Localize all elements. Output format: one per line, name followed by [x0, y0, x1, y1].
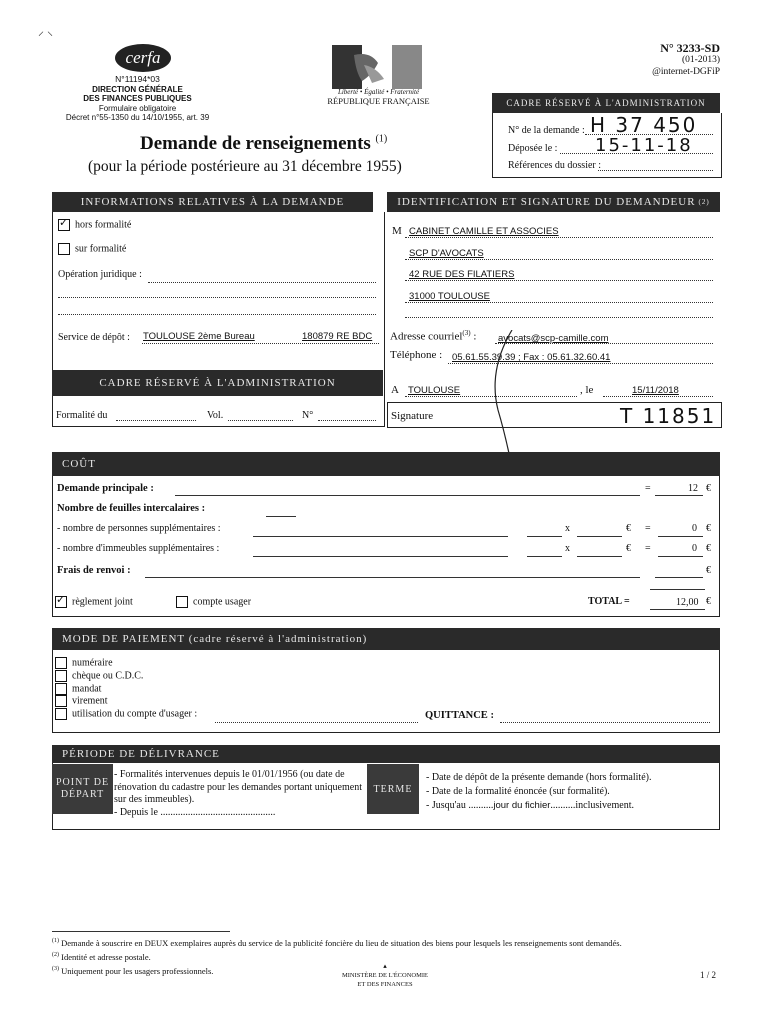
paiement-options	[55, 657, 197, 721]
title-footnote-mark: (1)	[375, 133, 388, 145]
service-code: 180879 RE BDC	[302, 331, 373, 342]
paiement-checkbox-compte[interactable]	[55, 708, 67, 720]
admin-top-bar-label: CADRE RÉSERVÉ À L'ADMINISTRATION	[506, 98, 706, 108]
request-number-value: H 37 450	[590, 113, 698, 137]
terme-label: TERME	[373, 783, 413, 795]
cerfa-number: N°11194*03	[115, 74, 160, 84]
paiement-option-virement[interactable]	[55, 695, 197, 708]
signature-stroke	[480, 330, 520, 460]
cerfa-logo	[115, 44, 171, 72]
m-label: M	[392, 225, 402, 237]
date-value: 15/11/2018	[632, 385, 679, 396]
email-note: (3)	[462, 329, 471, 337]
service-label: Service de dépôt :	[58, 332, 130, 343]
service-value: TOULOUSE 2ème Bureau	[143, 331, 255, 342]
immeubles-value: 0	[692, 543, 697, 554]
cerfa-logo-text: cerfa	[125, 48, 161, 67]
paiement-bar	[52, 628, 720, 650]
compte-label: compte usager	[193, 596, 252, 608]
operation-label: Opération juridique :	[58, 269, 142, 280]
paiement-label-cheque: chèque ou C.D.C.	[72, 670, 144, 682]
reglement-option[interactable]	[55, 596, 133, 608]
footnote3: Uniquement pour les usagers professionnels.	[61, 965, 214, 976]
immeubles-euro-total: €	[706, 543, 711, 554]
personnes-amount-field[interactable]	[658, 535, 703, 537]
info-bar-label: INFORMATIONS RELATIVES À LA DEMANDE	[80, 196, 345, 208]
footnote2-mark: (2)	[52, 951, 59, 958]
point-depart-line2: - Depuis le ..............................................	[114, 806, 276, 818]
total-value: 12,00	[676, 597, 699, 608]
point-depart-cell	[52, 764, 113, 814]
marianne-logo	[332, 45, 422, 89]
ident-bar	[387, 192, 720, 212]
paiement-checkbox-virement[interactable]	[55, 695, 67, 707]
info-admin-bar-label: CADRE RÉSERVÉ À L'ADMINISTRATION	[99, 377, 336, 389]
compte-checkbox[interactable]	[176, 596, 188, 608]
admin-top-bar	[492, 93, 720, 113]
direction-line1: DIRECTION GÉNÉRALE	[92, 84, 183, 94]
number-label: N°	[302, 410, 314, 421]
immeubles-label: - nombre d'immeubles supplémentaires :	[57, 543, 220, 554]
paiement-checkbox-numeraire[interactable]	[55, 657, 67, 669]
feuilles-field[interactable]	[266, 515, 296, 517]
cout-bar	[52, 452, 720, 476]
address-line2: SCP D'AVOCATS	[409, 248, 484, 259]
reglement-label: règlement joint	[72, 596, 133, 608]
principale-label: Demande principale :	[57, 483, 154, 494]
info-bar	[52, 192, 373, 212]
republic-motto: Liberté • Égalité • Fraternité	[337, 88, 420, 96]
form-obligatory: Formulaire obligatoire	[98, 103, 177, 113]
paiement-label-mandat: mandat	[72, 682, 102, 694]
quittance-field[interactable]	[500, 721, 710, 723]
footnote1-mark: (1)	[52, 938, 59, 944]
hors-formalite-option[interactable]	[58, 219, 131, 231]
personnes-label: - nombre de personnes supplémentaires :	[57, 523, 221, 534]
file-references-label: Références du dossier :	[508, 160, 602, 171]
periode-bar-label: PÉRIODE DE DÉLIVRANCE	[62, 748, 220, 760]
phone-value: 05.61.55.39.39 ; Fax : 05.61.32.60.41	[452, 352, 611, 363]
reglement-checkbox[interactable]	[55, 596, 67, 608]
formalite-du-field[interactable]	[116, 419, 196, 421]
email-field[interactable]	[495, 342, 713, 344]
footnote1: Demande à souscrire en DEUX exemplaires auprès du service de la publicité foncière du lieu de situation des biens pour lesquels les renseignements sont demandés.	[61, 937, 622, 948]
personnes-euro: €	[626, 523, 631, 534]
total-label: TOTAL =	[588, 596, 630, 607]
form-code: N° 3233-SD	[660, 41, 720, 55]
terme-line3-end: ..........inclusivement.	[550, 800, 634, 811]
number-field[interactable]	[318, 419, 376, 421]
email-label: Adresse courriel	[390, 330, 463, 343]
terme-line3-fill: jour du fichier	[493, 800, 551, 811]
form-source: @internet-DGFiP	[652, 67, 720, 77]
personnes-eq: =	[645, 523, 651, 534]
renvoi-label: Frais de renvoi :	[57, 565, 131, 576]
paiement-label-virement: virement	[72, 695, 108, 707]
paiement-option-numeraire[interactable]	[55, 657, 197, 670]
principale-amount-field[interactable]	[655, 494, 703, 496]
address-line5-field[interactable]	[405, 316, 713, 318]
principale-value: 12	[688, 483, 698, 494]
sur-formalite-checkbox[interactable]	[58, 243, 70, 255]
address-line3-field[interactable]	[405, 279, 713, 281]
date-field[interactable]	[603, 395, 713, 397]
service-field[interactable]	[142, 342, 379, 344]
place-label: A	[391, 384, 399, 396]
deposit-date-value: 15-11-18	[595, 135, 693, 156]
personnes-qty-field[interactable]	[527, 535, 562, 537]
file-references-field	[598, 169, 713, 171]
request-number-label: N° de la demande :	[508, 125, 585, 136]
info-admin-bar	[52, 370, 383, 396]
footnote3-mark: (3)	[52, 965, 59, 972]
personnes-value: 0	[692, 523, 697, 534]
cout-bar-label: COÛT	[62, 458, 96, 470]
point-depart-label: POINT DE DÉPART	[55, 777, 110, 800]
immeubles-x: x	[565, 543, 570, 554]
sur-formalite-option[interactable]	[58, 243, 126, 255]
principale-field[interactable]	[175, 494, 640, 496]
address-line2-field[interactable]	[405, 258, 713, 260]
paiement-option-cheque[interactable]	[55, 670, 197, 683]
page-title: Demande de renseignements	[140, 133, 371, 154]
address-line3: 42 RUE DES FILATIERS	[409, 269, 515, 280]
vol-label: Vol.	[207, 410, 224, 421]
scan-mark: ⸝ ⸜	[38, 24, 54, 38]
immeubles-field[interactable]	[253, 555, 508, 557]
renvoi-field[interactable]	[145, 576, 640, 578]
ministry-line2: ET DES FINANCES	[357, 981, 413, 988]
immeubles-price-field[interactable]	[577, 555, 622, 557]
paiement-bar-label: MODE DE PAIEMENT (cadre réservé à l'administration)	[62, 633, 368, 645]
ident-bar-label: IDENTIFICATION ET SIGNATURE DU DEMANDEUR	[397, 196, 696, 208]
total-euro: €	[706, 596, 711, 607]
phone-label: Téléphone :	[390, 349, 443, 361]
page-subtitle: (pour la période postérieure au 31 décembre 1955)	[88, 158, 402, 175]
personnes-field[interactable]	[253, 535, 508, 537]
renvoi-amount-field[interactable]	[655, 576, 703, 578]
form-date: (01-2013)	[682, 55, 720, 65]
address-line4: 31000 TOULOUSE	[409, 291, 490, 302]
immeubles-euro: €	[626, 543, 631, 554]
address-line4-field[interactable]	[405, 301, 713, 303]
immeubles-qty-field[interactable]	[527, 555, 562, 557]
hors-formalite-label: hors formalité	[75, 219, 132, 231]
address-line1-field[interactable]	[405, 236, 713, 238]
quittance-label: QUITTANCE :	[425, 710, 494, 721]
principale-equals: =	[645, 483, 651, 494]
terme-line2: - Date de la formalité énoncée (sur formalité).	[426, 786, 610, 797]
immeubles-eq: =	[645, 543, 651, 554]
paiement-checkbox-cheque[interactable]	[55, 670, 67, 682]
signature-mark: T 11851	[620, 404, 717, 428]
date-label: , le	[580, 384, 594, 396]
ministry-emblem: ▴	[383, 962, 387, 970]
personnes-x: x	[565, 523, 570, 534]
terme-line1: - Date de dépôt de la présente demande (hors formalité).	[426, 772, 652, 783]
email-value: avocats@scp-camille.com	[498, 333, 609, 344]
total-top-line	[650, 588, 705, 590]
renvoi-euro: €	[706, 565, 711, 576]
terme-line3: - Jusqu'au ..........	[426, 800, 494, 811]
paiement-option-mandat[interactable]	[55, 683, 197, 696]
page-number: 1 / 2	[700, 970, 717, 980]
paiement-label-numeraire: numéraire	[72, 657, 113, 669]
ident-bar-note: (2)	[698, 198, 710, 206]
total-field[interactable]	[650, 608, 705, 610]
paiement-label-compte: utilisation du compte d'usager :	[72, 708, 198, 720]
paiement-checkbox-mandat[interactable]	[55, 683, 67, 695]
footnote-separator	[52, 930, 230, 932]
personnes-euro-total: €	[706, 523, 711, 534]
republic-name: RÉPUBLIQUE FRANÇAISE	[327, 96, 430, 106]
footnote2: Identité et adresse postale.	[61, 951, 151, 962]
compte-usager-field[interactable]	[215, 721, 418, 723]
place-value: TOULOUSE	[408, 385, 461, 396]
ministry-line1: MINISTÈRE DE L'ÉCONOMIE	[341, 972, 429, 979]
terme-cell	[367, 764, 419, 814]
address-line1: CABINET CAMILLE ET ASSOCIES	[409, 226, 559, 237]
deposit-date-label: Déposée le :	[508, 143, 558, 154]
signature-label: Signature	[391, 410, 434, 422]
paiement-option-compte[interactable]	[55, 708, 197, 721]
hors-formalite-checkbox[interactable]	[58, 219, 70, 231]
point-depart-line1: - Formalités intervenues depuis le 01/01/1956 (ou date de rénovation du cadastre pour les demandes portant uniquement sur des immeubles).	[114, 769, 362, 805]
periode-bar	[52, 745, 720, 763]
personnes-price-field[interactable]	[577, 535, 622, 537]
operation-field-2[interactable]	[58, 296, 376, 298]
formalite-du-label: Formalité du	[56, 410, 108, 421]
direction-line2: DES FINANCES PUBLIQUES	[83, 94, 192, 103]
decree: Décret n°55-1350 du 14/10/1955, art. 39	[65, 113, 210, 122]
operation-field-3[interactable]	[58, 313, 376, 315]
operation-field[interactable]	[148, 281, 376, 283]
principale-euro: €	[706, 483, 711, 494]
immeubles-amount-field[interactable]	[658, 555, 703, 557]
compte-option[interactable]	[176, 596, 251, 608]
feuilles-label: Nombre de feuilles intercalaires :	[57, 503, 206, 514]
sur-formalite-label: sur formalité	[75, 243, 127, 255]
vol-field[interactable]	[228, 419, 293, 421]
